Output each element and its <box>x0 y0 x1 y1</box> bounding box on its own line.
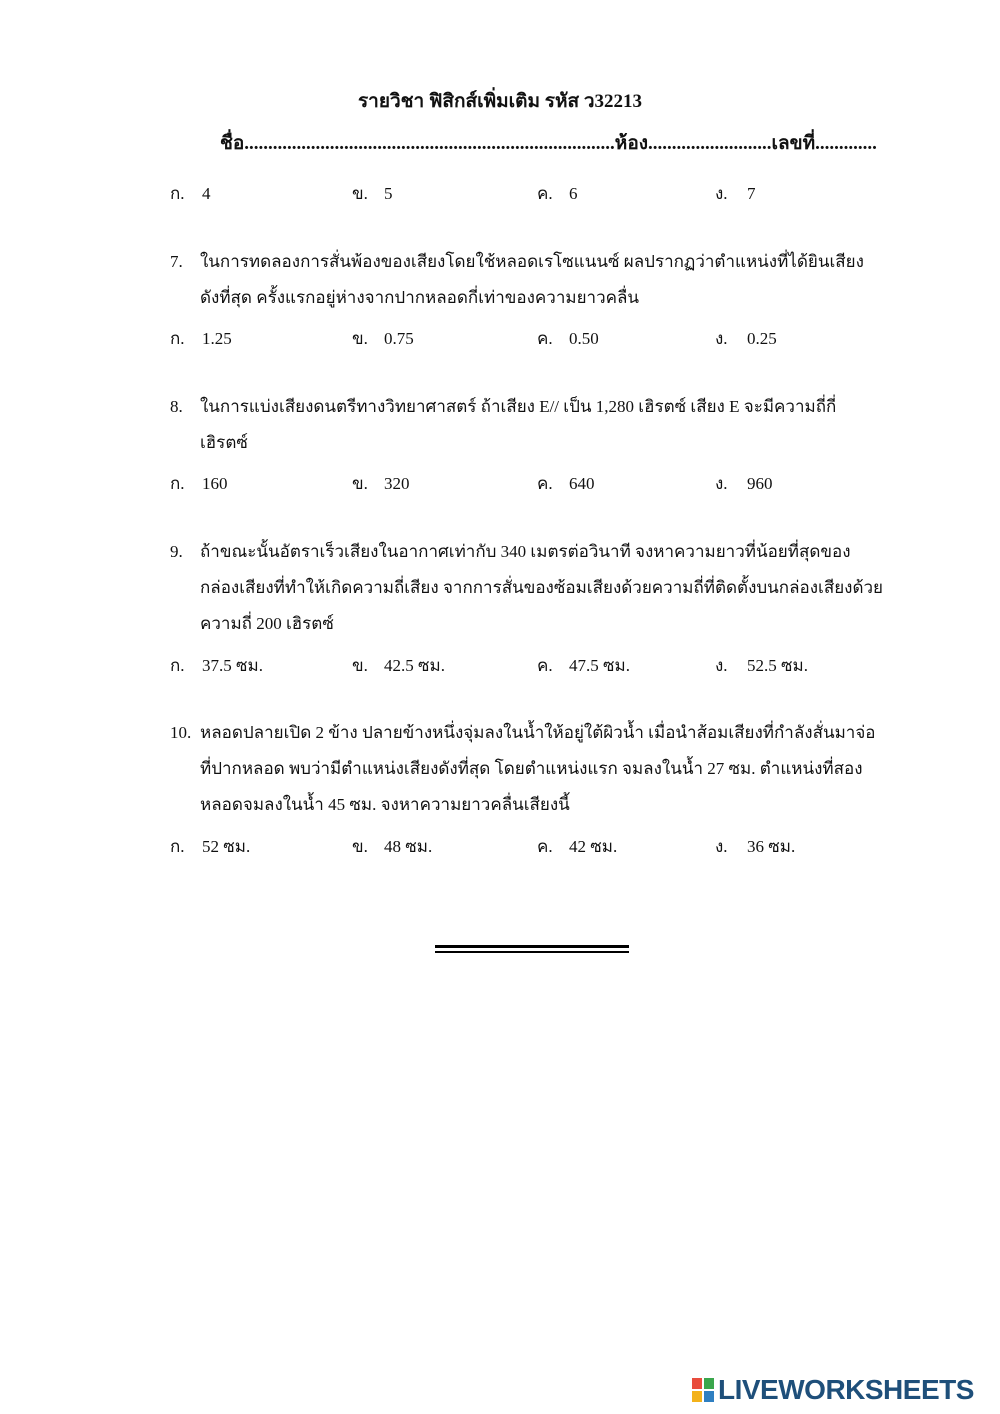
choice-d[interactable]: ง. 52.5 ซม. <box>715 656 808 675</box>
liveworksheets-icon <box>692 1378 714 1402</box>
choice-d[interactable]: ง. 960 <box>715 474 773 493</box>
logo-square-icon <box>704 1391 714 1402</box>
question-7 <box>170 244 890 316</box>
choice-c[interactable]: ค. 640 <box>537 474 595 493</box>
question-text-line: เฮิรตซ์ <box>200 433 248 452</box>
logo-square-icon <box>704 1378 714 1389</box>
question-number: 8. <box>170 397 183 416</box>
question-9 <box>170 534 890 642</box>
choice-a[interactable]: ก. 37.5 ซม. <box>170 656 263 675</box>
q9-choices <box>170 652 890 678</box>
choice-c[interactable]: ค. 47.5 ซม. <box>537 656 630 675</box>
end-divider-top <box>435 945 629 948</box>
choice-c[interactable]: ค. 6 <box>537 184 578 203</box>
choice-c[interactable]: ค. 42 ซม. <box>537 837 618 856</box>
choice-a[interactable]: ก. 52 ซม. <box>170 837 251 856</box>
question-text-line: ในการแบ่งเสียงดนตรีทางวิทยาศาสตร์ ถ้าเสียง E// เป็น 1,280 เฮิรตซ์ เสียง E จะมีความถี่กี่ <box>200 397 837 416</box>
end-divider-bottom <box>435 951 629 953</box>
question-number: 9. <box>170 542 183 561</box>
page-title: รายวิชา ฟิสิกส์เพิ่มเติม รหัส ว32213 <box>357 91 643 112</box>
question-text-line: ดังที่สุด ครั้งแรกอยู่ห่างจากปากหลอดกี่เท่าของความยาวคลื่น <box>200 288 640 307</box>
q7-choices <box>170 325 890 351</box>
choice-d[interactable]: ง. 36 ซม. <box>715 837 796 856</box>
question-text-line: ในการทดลองการสั่นพ้องของเสียงโดยใช้หลอดเรโซแนนซ์ ผลปรากฏว่าตำแหน่งที่ได้ยินเสียง <box>200 252 864 271</box>
q8-choices <box>170 470 890 496</box>
q10-choices <box>170 833 890 859</box>
question-number: 7. <box>170 252 183 271</box>
choice-c[interactable]: ค. 0.50 <box>537 329 599 348</box>
choice-a[interactable]: ก. 160 <box>170 474 228 493</box>
choice-b[interactable]: ข. 42.5 ซม. <box>352 656 445 675</box>
question-text-line: ที่ปากหลอด พบว่ามีตำแหน่งเสียงดังที่สุด โดยตำแหน่งแรก จมลงในน้ำ 27 ซม. ตำแหน่งที่สอง <box>200 759 863 778</box>
question-text-line: หลอดจมลงในน้ำ 45 ซม. จงหาความยาวคลื่นเสียงนี้ <box>200 795 570 814</box>
question-text-line: ความถี่ 200 เฮิรตซ์ <box>200 614 334 633</box>
question-number: 10. <box>170 723 192 742</box>
question-text-line: กล่องเสียงที่ทำให้เกิดความถี่เสียง จากการสั่นของซ้อมเสียงด้วยความถี่ที่ติดตั้งบนกล่องเสียงด้วย <box>200 578 884 597</box>
brand-text: LIVEWORKSHEETS <box>718 1374 974 1405</box>
question-10 <box>170 715 890 823</box>
question-text-line: หลอดปลายเปิด 2 ข้าง ปลายข้างหนึ่งจุ่มลงในน้ำให้อยู่ใต้ผิวน้ำ เมื่อนำส้อมเสียงที่กำลังสั่นมาจ่อ <box>200 723 876 742</box>
choice-b[interactable]: ข. 5 <box>352 184 393 203</box>
choice-b[interactable]: ข. 320 <box>352 474 410 493</box>
choice-d[interactable]: ง. 7 <box>715 184 756 203</box>
choice-b[interactable]: ข. 48 ซม. <box>352 837 433 856</box>
logo-square-icon <box>692 1391 702 1402</box>
choice-a[interactable]: ก. 4 <box>170 184 211 203</box>
choice-d[interactable]: ง. 0.25 <box>715 329 777 348</box>
question-text-line: ถ้าขณะนั้นอัตราเร็วเสียงในอากาศเท่ากับ 340 เมตรต่อวินาที จงหาความยาวที่น้อยที่สุดของ <box>200 542 851 561</box>
choice-a[interactable]: ก. 1.25 <box>170 329 232 348</box>
question-8 <box>170 389 890 461</box>
student-info-line: ชื่อ..............................................................................ห้อง..........................เลขที่............. <box>220 133 877 154</box>
choice-b[interactable]: ข. 0.75 <box>352 329 414 348</box>
liveworksheets-logo <box>692 1375 974 1405</box>
logo-square-icon <box>692 1378 702 1389</box>
q6-choices <box>170 180 890 206</box>
